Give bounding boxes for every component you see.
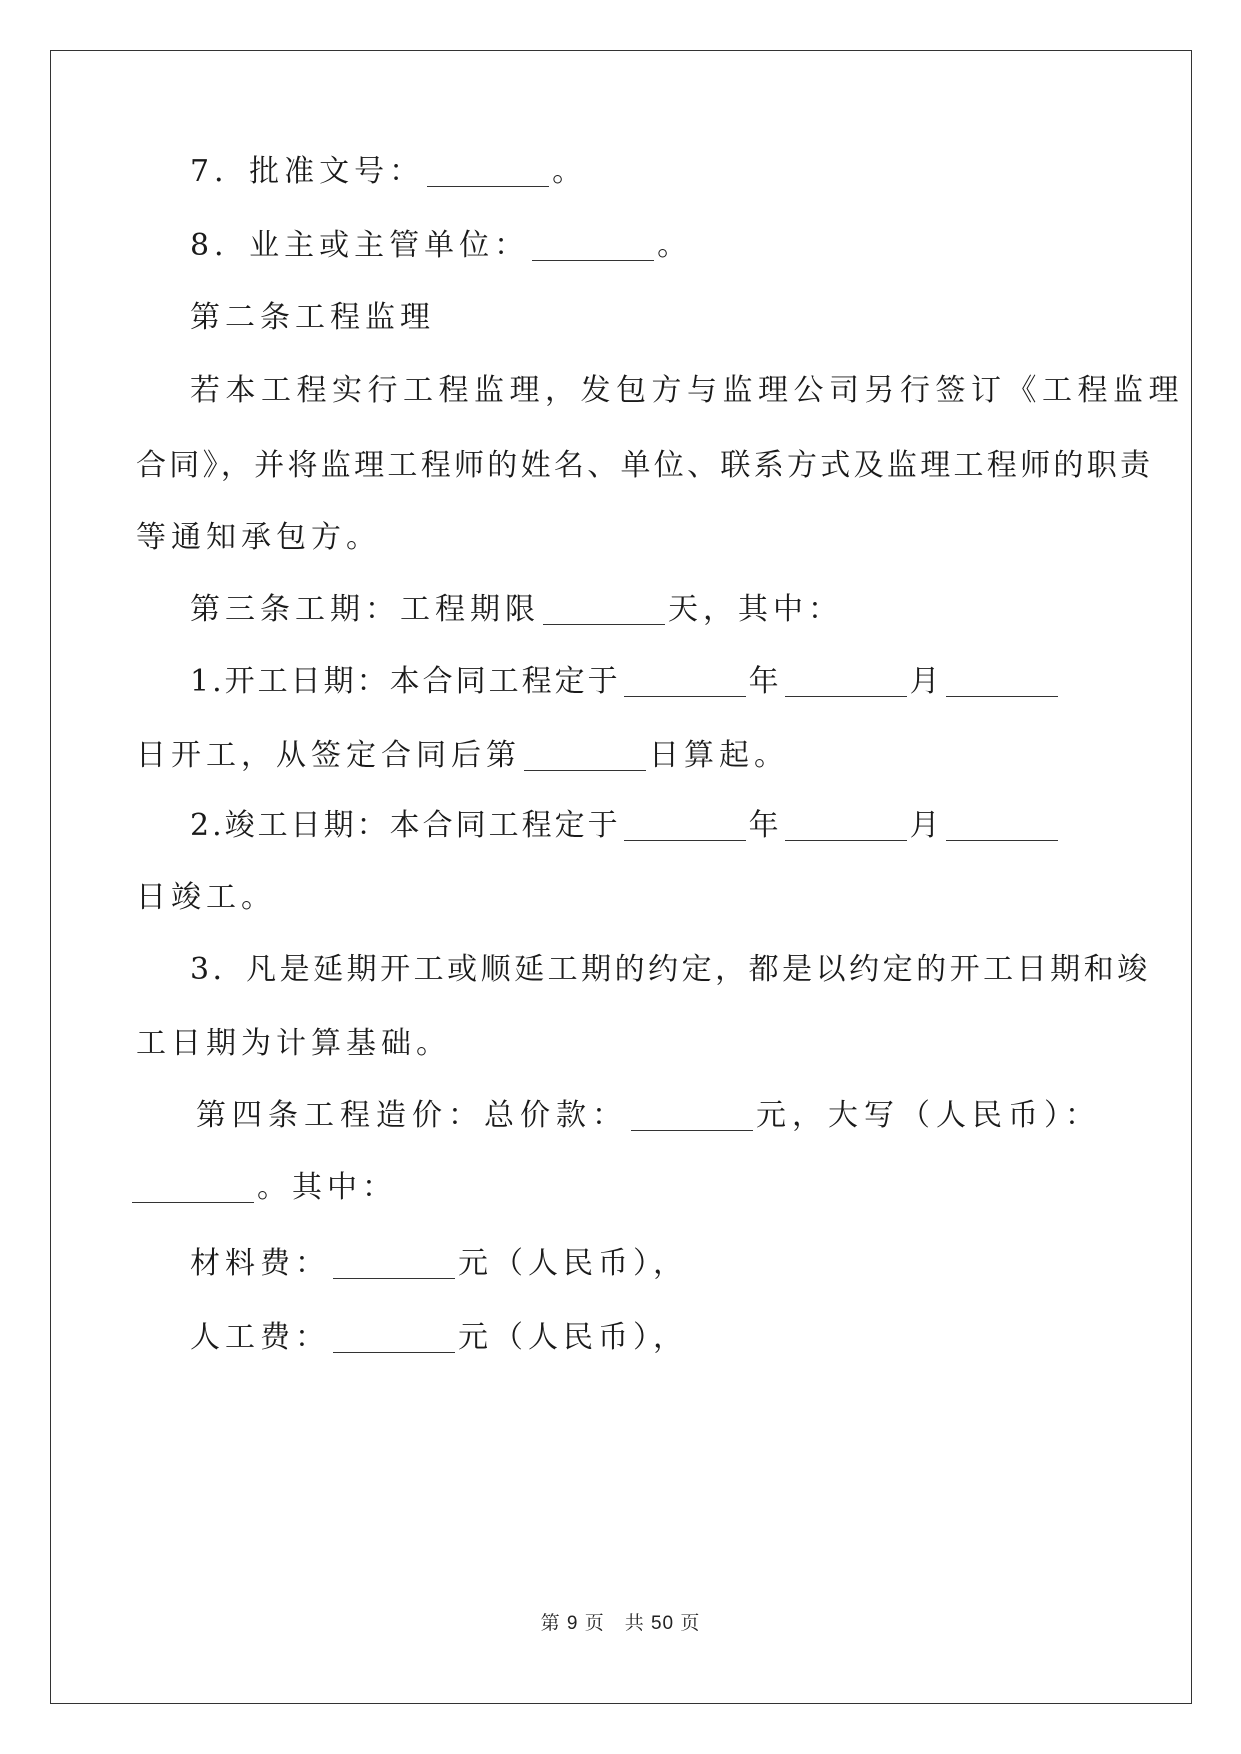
item-3-line-1: 3．凡是延期开工或顺延工期的约定，都是以约定的开工日期和竣 [190, 952, 1151, 987]
end-day-blank [946, 810, 1058, 841]
article-2-body-line-3: 等通知承包方。 [136, 520, 381, 555]
start-month-unit: 月 [909, 664, 943, 699]
start-date-line-2-suffix: 日算起。 [649, 738, 789, 773]
article-4-unit: 元，大写（人民币）： [756, 1098, 1101, 1133]
article-3-label: 第三条工期：工程期限 [190, 592, 540, 627]
item-8-label: 8．业主或主管单位： [190, 228, 530, 263]
end-date-line-2: 日竣工。 [136, 880, 276, 915]
item-7-label: 7．批准文号： [190, 154, 425, 189]
labor-fee [190, 1318, 688, 1358]
end-month-unit: 月 [909, 808, 943, 843]
start-date-line-2 [136, 736, 789, 776]
duration-days-blank [543, 594, 665, 625]
end-year-unit: 年 [748, 808, 782, 843]
item-3-line-2: 工日期为计算基础。 [136, 1026, 451, 1061]
start-date-label: 1.开工日期：本合同工程定于 [190, 664, 621, 699]
materials-label: 材料费： [190, 1246, 330, 1281]
item-8-end: 。 [657, 228, 693, 263]
article-4-line-2-suffix: 。其中： [257, 1170, 397, 1205]
start-day-blank [946, 666, 1058, 697]
start-year-unit: 年 [748, 664, 782, 699]
materials-fee-blank [333, 1248, 455, 1279]
end-date-line-1 [190, 806, 1061, 846]
end-date-label: 2.竣工日期：本合同工程定于 [190, 808, 621, 843]
materials-fee [190, 1244, 688, 1284]
labor-label: 人工费： [190, 1320, 330, 1355]
start-date-line-2-prefix: 日开工，从签定合同后第 [136, 738, 521, 773]
total-price-blank [631, 1100, 753, 1131]
labor-fee-blank [333, 1322, 455, 1353]
article-2-body-line-2: 合同》，并将监理工程师的姓名、单位、联系方式及监理工程师的职责 [136, 448, 1154, 483]
total-price-uppercase-blank [132, 1172, 254, 1203]
item-7-end: 。 [552, 154, 588, 189]
article-2-body-line-1: 若本工程实行工程监理，发包方与监理公司另行签订《工程监理 [190, 373, 1184, 408]
article-4-line-2 [132, 1168, 397, 1208]
article-4-label: 第四条工程造价：总价款： [196, 1098, 628, 1133]
start-count-blank [524, 740, 646, 771]
article-4-line-1 [196, 1096, 1101, 1136]
article-2-title: 第二条工程监理 [190, 300, 435, 335]
start-year-blank [624, 666, 746, 697]
materials-unit: 元（人民币）， [458, 1246, 688, 1281]
start-month-blank [785, 666, 907, 697]
end-month-blank [785, 810, 907, 841]
article-3-unit: 天，其中： [668, 592, 843, 627]
labor-unit: 元（人民币）， [458, 1320, 688, 1355]
article-3 [190, 590, 843, 630]
start-date-line-1 [190, 662, 1061, 702]
item-7 [190, 152, 587, 192]
item-8 [190, 226, 692, 266]
end-year-blank [624, 810, 746, 841]
page-number-footer: 第 9 页 共 50 页 [540, 1613, 701, 1634]
owner-unit-blank [532, 230, 654, 261]
approval-number-blank [427, 156, 549, 187]
